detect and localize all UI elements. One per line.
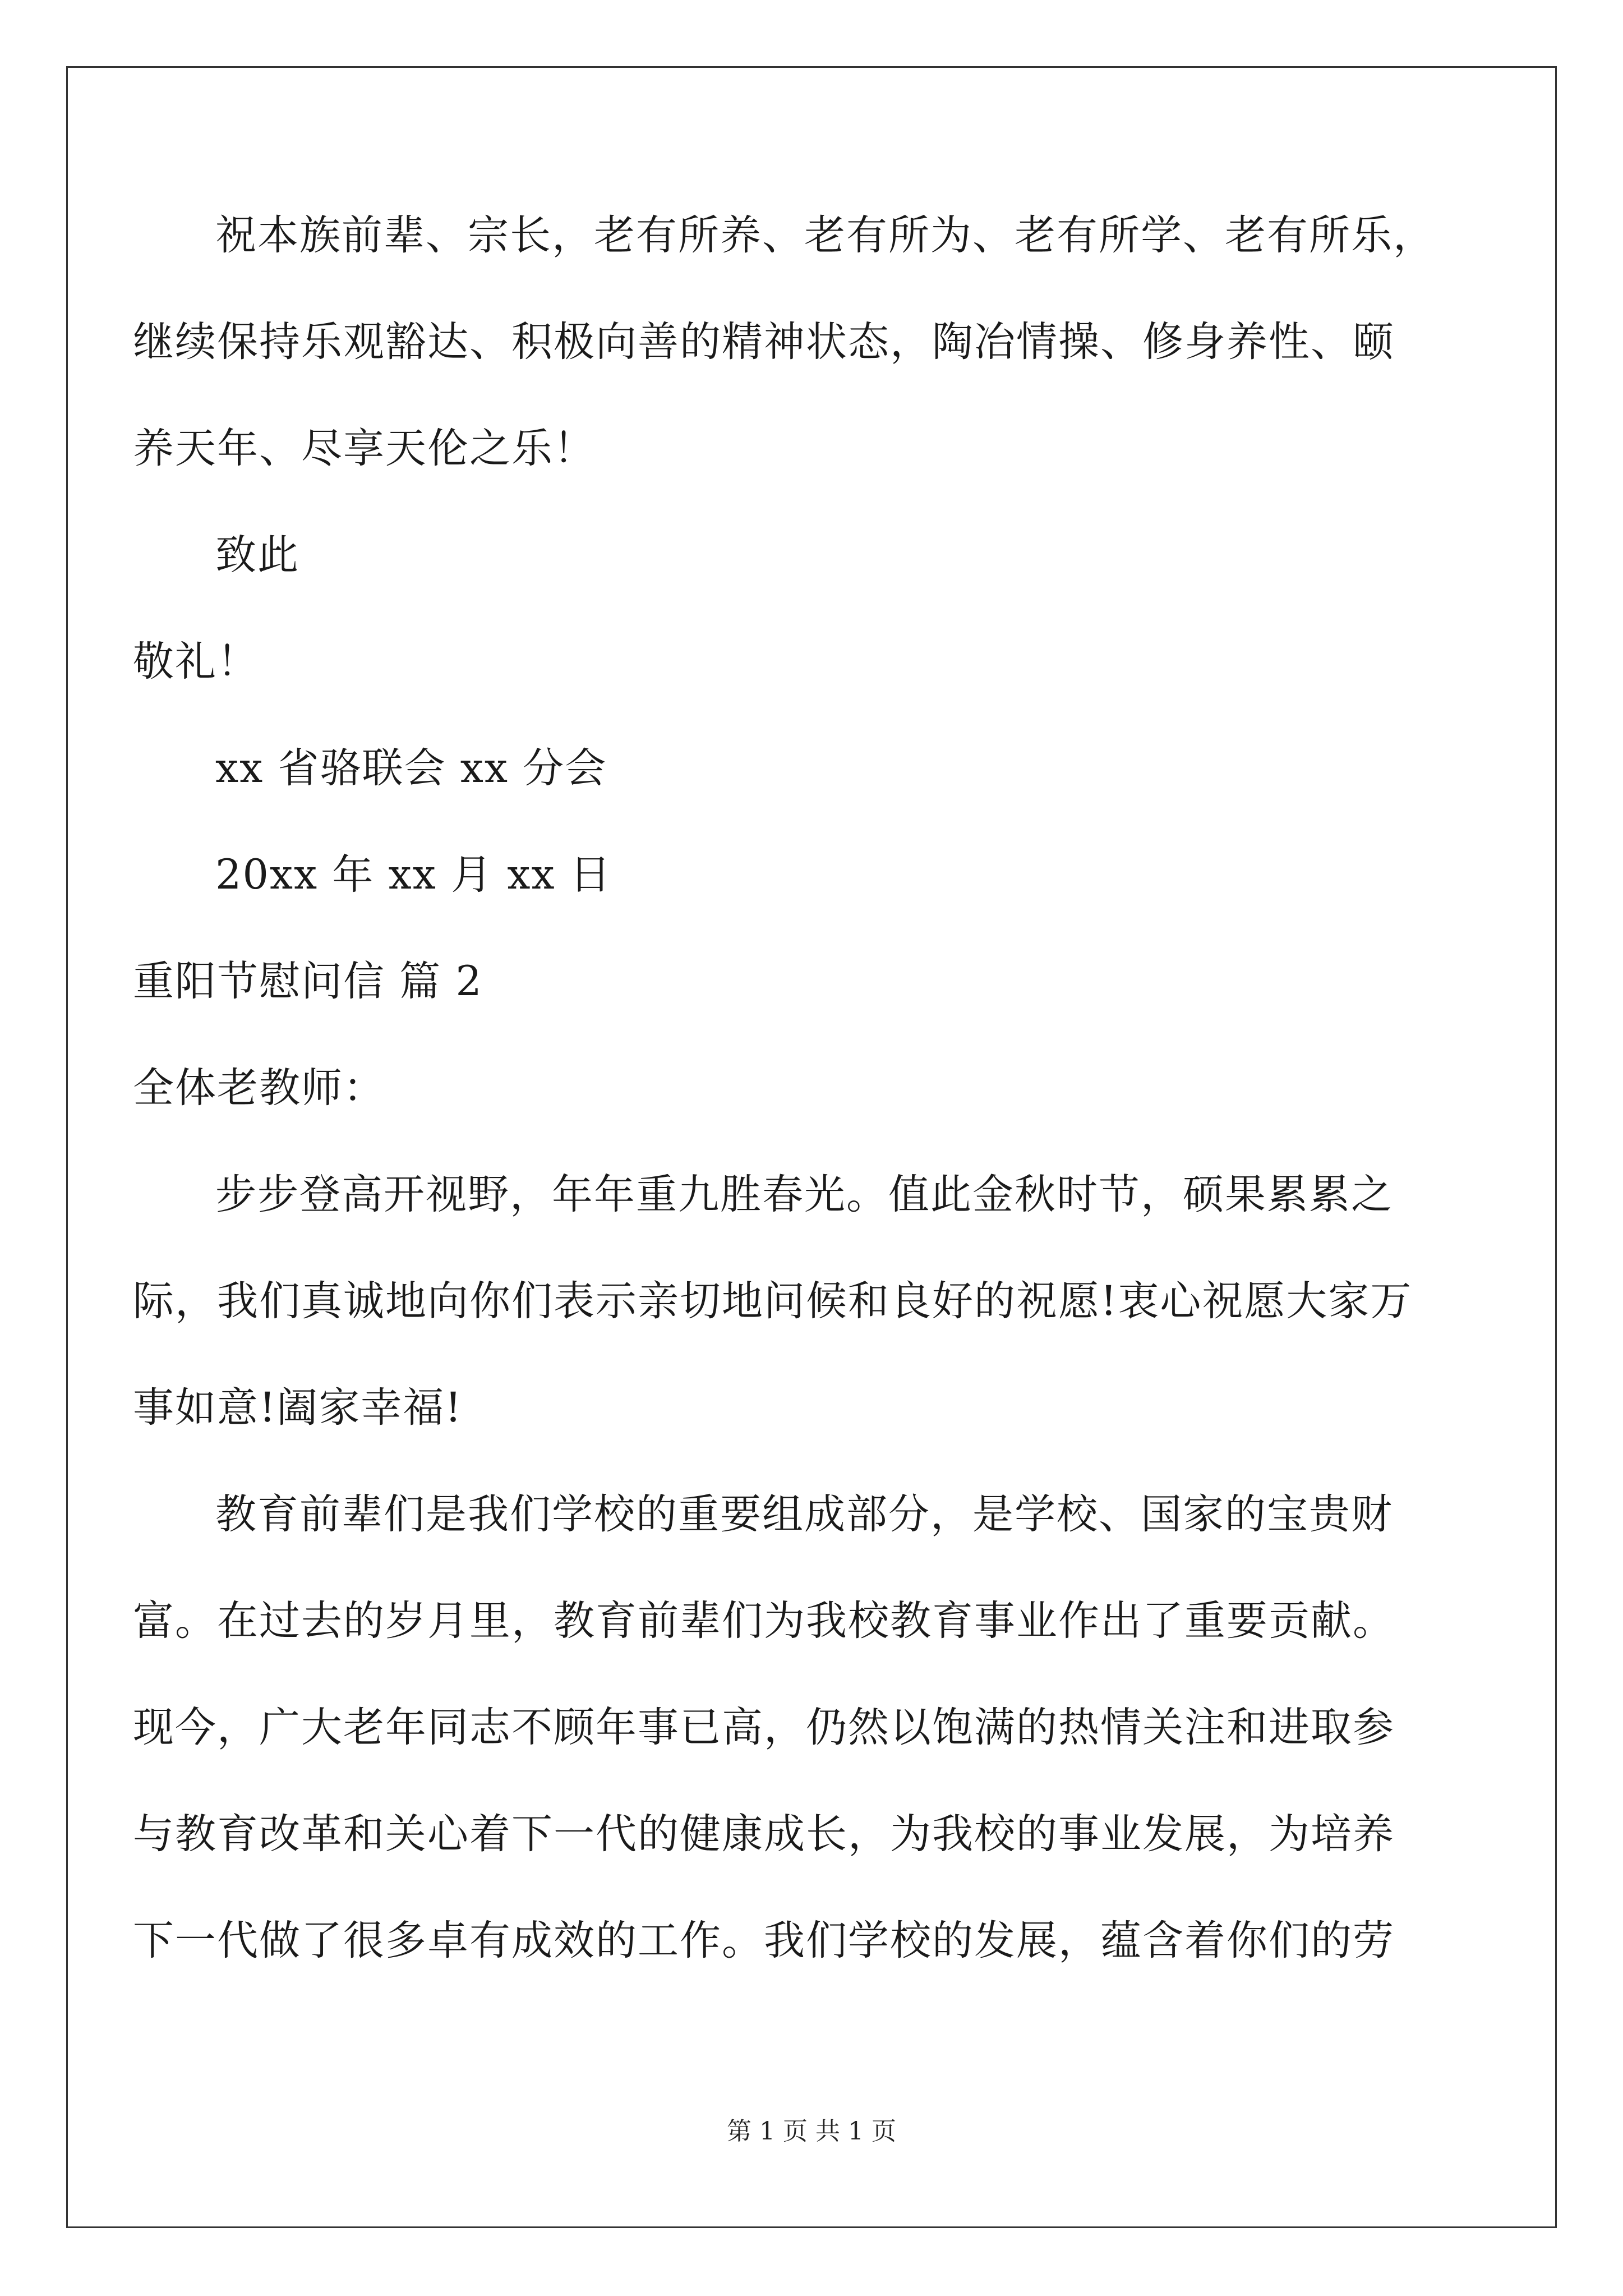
paragraph-line: 祝本族前辈、宗长，老有所养、老有所为、老有所学、老有所乐，	[215, 211, 1435, 259]
page-border	[66, 66, 1557, 2228]
paragraph-line: 继续保持乐观豁达、积极向善的精神状态，陶冶情操、修身养性、颐	[133, 318, 1395, 366]
paragraph-line: 教育前辈们是我们学校的重要组成部分，是学校、国家的宝贵财	[215, 1490, 1393, 1538]
paragraph-line: 步步登高开视野，年年重九胜春光。值此金秋时节，硕果累累之	[215, 1171, 1393, 1218]
paragraph-line: 际，我们真诚地向你们表示亲切地问候和良好的祝愿!衷心祝愿大家万	[133, 1277, 1413, 1325]
addressee-line: 全体老教师：	[133, 1064, 385, 1112]
paragraph-line: 现今，广大老年同志不顾年事已高，仍然以饱满的热情关注和进取参	[133, 1704, 1395, 1751]
signature-line: xx 省骆联会 xx 分会	[215, 744, 607, 792]
paragraph-line: 下一代做了很多卓有成效的工作。我们学校的发展，蕴含着你们的劳	[133, 1917, 1395, 1964]
paragraph-line: 与教育改革和关心着下一代的健康成长，为我校的事业发展，为培养	[133, 1810, 1395, 1858]
section-heading: 重阳节慰问信 篇 2	[133, 958, 483, 1005]
paragraph-line: 富。在过去的岁月里，教育前辈们为我校教育事业作出了重要贡献。	[133, 1597, 1395, 1645]
salutation-line: 敬礼！	[133, 638, 259, 685]
page-footer: 第 1 页 共 1 页	[727, 2117, 896, 2146]
paragraph-line: 事如意!阖家幸福!	[133, 1384, 463, 1432]
date-line: 20xx 年 xx 月 xx 日	[215, 851, 612, 899]
closing-line: 致此	[215, 531, 299, 579]
paragraph-line: 养天年、尽享天伦之乐！	[133, 425, 596, 472]
